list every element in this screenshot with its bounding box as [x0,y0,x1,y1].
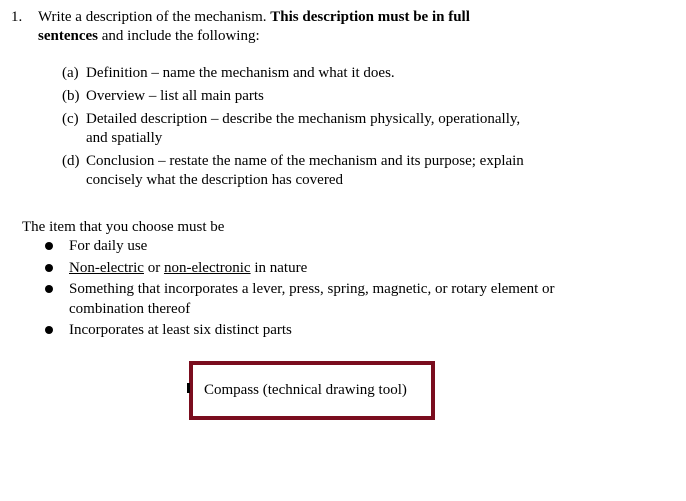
instruction-emphasis: This description must be in full [270,9,470,25]
in-nature-word: in nature [254,260,308,276]
bullet-icon [45,326,53,334]
requirement-daily-use: For daily use [69,238,148,254]
item-number: 1. [11,9,23,25]
subitem-label-c: (c) [62,111,79,127]
requirement-mechanical-element: Something that incorporates a lever, press, spring, magnetic, or rotary element or [69,281,555,297]
subitem-label-a: (a) [62,65,79,81]
instruction-line-1 [38,7,470,27]
subitem-detailed: Detailed description – describe the mechanism physically, operationally, [86,111,521,127]
subitem-detailed-cont: and spatially [86,130,163,146]
non-electric-term: Non-electric [69,260,144,276]
subitem-overview: Overview – list all main parts [86,88,264,104]
requirement-six-parts: Incorporates at least six distinct parts [69,322,292,338]
subitem-label-b: (b) [62,88,80,104]
requirement-mechanical-element-cont: combination thereof [69,301,191,317]
or-word: or [147,260,161,276]
instruction-tail: and include the following: [101,28,260,44]
chosen-item-text: Compass (technical drawing tool) [204,382,407,398]
non-electronic-term: non-electronic [163,260,251,276]
bullet-icon [45,264,53,272]
instruction-text: Write a description of the mechanism. [38,9,267,25]
subitem-label-d: (d) [62,153,80,169]
instruction-line-2 [38,26,260,46]
requirements-intro: The item that you choose must be [22,219,225,235]
subitem-conclusion: Conclusion – restate the name of the mechanism and its purpose; explain [86,153,524,169]
bullet-icon [45,285,53,293]
instruction-emphasis-2: sentences [38,28,98,44]
subitem-definition: Definition – name the mechanism and what it does. [86,65,395,81]
bullet-icon [45,242,53,250]
subitem-conclusion-cont: concisely what the description has covered [86,172,343,188]
requirement-non-electric [69,258,307,278]
text-cursor-marker [187,383,190,393]
